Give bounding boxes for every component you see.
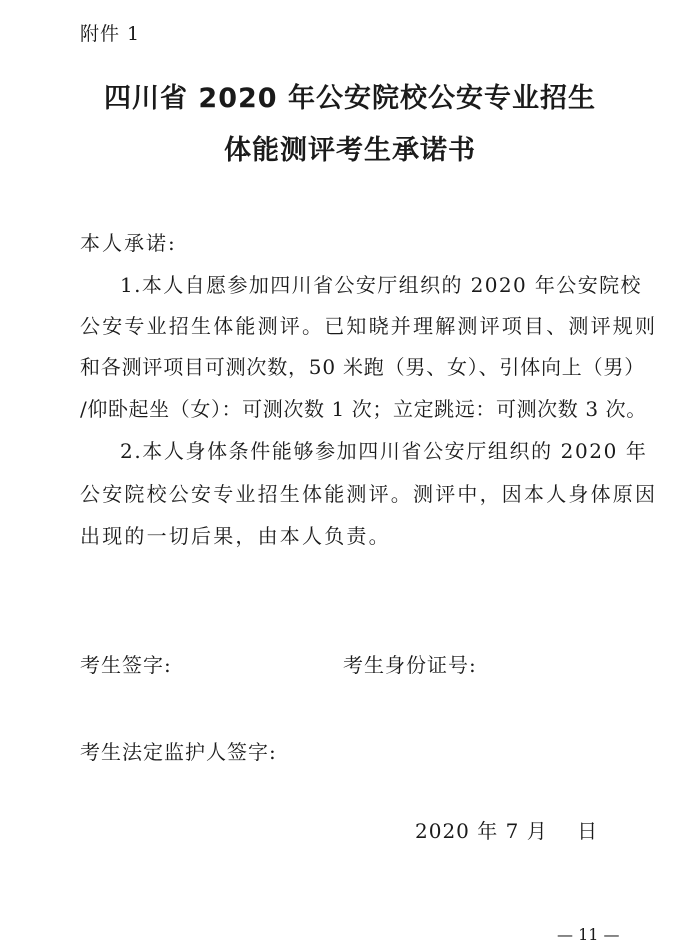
- title-line-1: 四川省 2020 年公安院校公安专业招生: [104, 83, 596, 114]
- candidate-id-number-label: 考生身份证号:: [343, 653, 477, 677]
- clause1-line4: /仰卧起坐（女）：可测次数 1 次；立定跳远：可测次数 3 次。: [80, 397, 647, 421]
- guardian-signature-label: 考生法定监护人签字:: [80, 740, 277, 764]
- page-number: — 11 —: [557, 925, 620, 944]
- candidate-signature-label: 考生签字:: [80, 653, 172, 677]
- clause1-line3: 和各测评项目可测次数，50 米跑（男、女）、引体向上（男）: [80, 355, 646, 379]
- clause2-line2: 公安院校公安专业招生体能测评。测评中，因本人身体原因: [80, 482, 658, 506]
- signature-date: 2020 年 7 月 日: [415, 819, 599, 843]
- clause2-line1: 2.本人身体条件能够参加四川省公安厅组织的 2020 年: [120, 439, 648, 463]
- clause2-line3: 出现的一切后果，由本人负责。: [80, 524, 391, 548]
- clause1-line2: 公安专业招生体能测评。已知晓并理解测评项目、测评规则: [80, 314, 658, 338]
- commitment-lead: 本人承诺:: [80, 231, 177, 255]
- title-line-2: 体能测评考生承诺书: [224, 135, 476, 166]
- clause1-line1: 1.本人自愿参加四川省公安厅组织的 2020 年公安院校: [120, 273, 642, 297]
- attachment-label: 附件 1: [80, 23, 141, 45]
